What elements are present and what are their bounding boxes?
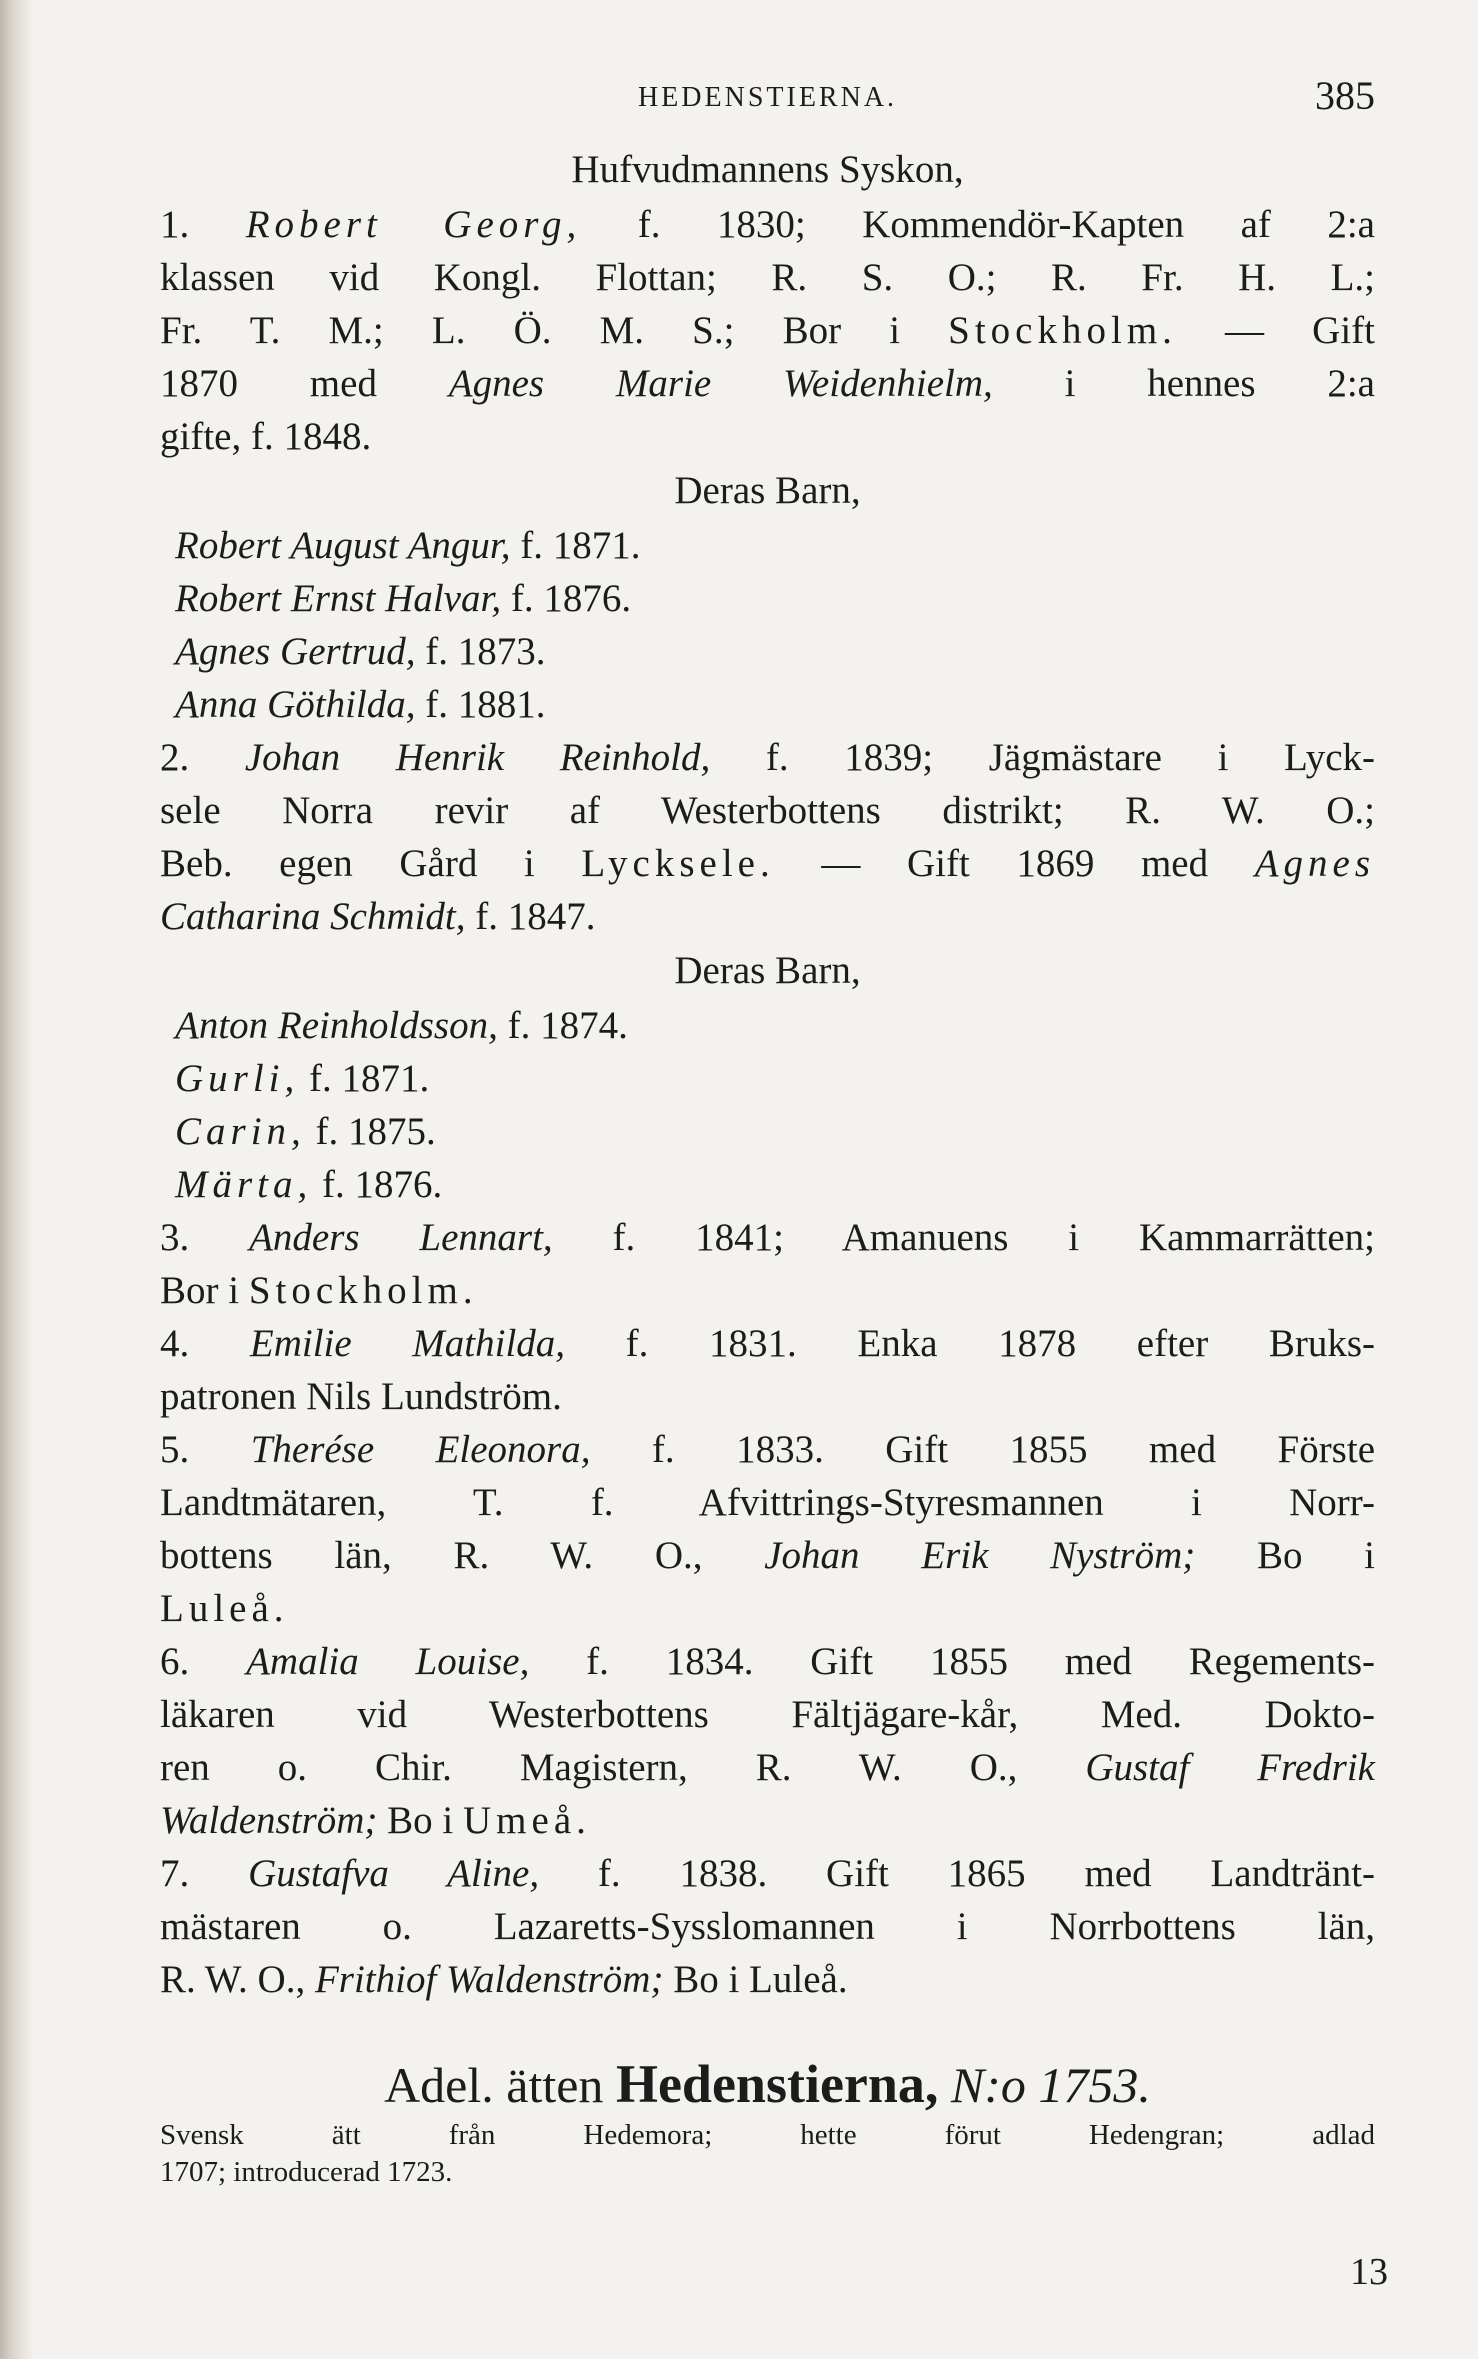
entry-text: bottens län, R. W. O., xyxy=(160,1534,703,1577)
child-entry xyxy=(160,519,1375,572)
place-name: Umeå. xyxy=(463,1799,591,1842)
spouse-name: Catharina Schmidt, xyxy=(160,895,466,938)
entry-3 xyxy=(160,1211,1375,1317)
child-entry xyxy=(160,678,1375,731)
children-heading: Deras Barn, xyxy=(674,949,861,992)
entry-text: f. 1839; Jägmästare i Lyck- xyxy=(765,736,1376,779)
spouse-name: Johan Erik Nyström; xyxy=(764,1534,1196,1577)
person-name: Emilie Mathilda, xyxy=(249,1322,566,1365)
entry-2 xyxy=(160,731,1375,1211)
entry-number: 6. xyxy=(160,1640,190,1683)
entry-number: 1. xyxy=(160,203,190,246)
entry-number: 5. xyxy=(160,1428,190,1471)
child-born: f. 1875. xyxy=(315,1110,436,1153)
entry-text: — Gift xyxy=(1225,309,1375,352)
spouse-name: Agnes xyxy=(1254,842,1375,885)
entry-6-line-1 xyxy=(160,1635,1375,1688)
signature-mark: 13 xyxy=(1350,2251,1388,2293)
child-entry xyxy=(160,625,1375,678)
entry-7 xyxy=(160,1847,1375,2006)
entry-1-line-5: gifte, f. 1848. xyxy=(160,415,372,458)
entry-text: f. 1841; Amanuens i Kammarrätten; xyxy=(612,1216,1375,1259)
page-number: 385 xyxy=(1315,73,1375,118)
entry-3-line-2 xyxy=(160,1264,1375,1317)
entry-1 xyxy=(160,198,1375,731)
spouse-name: Gustaf Fredrik xyxy=(1085,1746,1375,1789)
entry-text: Beb. egen Gård i xyxy=(160,842,535,885)
spouse-name: Waldenström; xyxy=(160,1799,378,1842)
house-name: Hedenstierna, xyxy=(615,2054,939,2114)
entry-3-line-1 xyxy=(160,1211,1375,1264)
child-born: f. 1881. xyxy=(425,683,546,726)
book-page xyxy=(160,62,1375,2191)
child-entry xyxy=(160,1105,1375,1158)
child-name: Robert August Angur, xyxy=(175,524,511,567)
child-born: f. 1871. xyxy=(309,1057,430,1100)
entry-4-line-1 xyxy=(160,1317,1375,1370)
child-entry xyxy=(160,1052,1375,1105)
spouse-name: Agnes Marie Weidenhielm, xyxy=(448,362,993,405)
entry-text: 1870 med xyxy=(160,362,377,405)
entry-text: f. 1834. Gift 1855 med Regements- xyxy=(586,1640,1376,1683)
person-name: Johan Henrik Reinhold, xyxy=(244,736,711,779)
house-prefix: Adel. ätten xyxy=(384,2057,604,2113)
entry-5-line-4: Luleå. xyxy=(160,1587,289,1630)
child-name: Robert Ernst Halvar, xyxy=(175,577,502,620)
child-name: Anna Göthilda, xyxy=(175,683,416,726)
child-born: f. 1876. xyxy=(510,577,632,620)
house-note-line-1: Svensk ätt från Hedemora; hette förut Hedengran; adlad xyxy=(160,2119,1375,2151)
entry-1-line-3 xyxy=(160,304,1375,357)
entry-6 xyxy=(160,1635,1375,1847)
house-number: N:o 1753. xyxy=(950,2057,1151,2113)
child-born: f. 1871. xyxy=(520,524,641,567)
entry-2-line-3 xyxy=(160,837,1375,890)
entry-7-line-3 xyxy=(160,1953,1375,2006)
entry-5-line-1 xyxy=(160,1423,1375,1476)
entry-text: i hennes 2:a xyxy=(1064,362,1375,405)
child-entry xyxy=(160,572,1375,625)
child-name: Anton Reinholdsson, xyxy=(175,1004,498,1047)
entry-4 xyxy=(160,1317,1375,1423)
entry-text: f. 1833. Gift 1855 med Förste xyxy=(651,1428,1376,1471)
children-heading: Deras Barn, xyxy=(674,469,861,512)
entry-5 xyxy=(160,1423,1375,1635)
entry-text: f. 1847. xyxy=(475,895,596,938)
child-born: f. 1874. xyxy=(507,1004,628,1047)
page-header xyxy=(160,62,1375,142)
entry-text: Bo i Luleå. xyxy=(673,1958,848,2001)
person-name: Anders Lennart, xyxy=(249,1216,553,1259)
house-title xyxy=(160,2052,1375,2117)
entry-2-line-1 xyxy=(160,731,1375,784)
entry-text: — Gift 1869 med xyxy=(821,842,1209,885)
child-born: f. 1876. xyxy=(322,1163,443,1206)
child-name: Gurli, xyxy=(175,1057,300,1100)
child-entry xyxy=(160,1158,1375,1211)
entry-text: Bo i xyxy=(387,1799,454,1842)
running-head: HEDENSTIERNA. xyxy=(637,82,898,113)
child-entry xyxy=(160,999,1375,1052)
entry-number: 4. xyxy=(160,1322,190,1365)
person-name: Amalia Louise, xyxy=(246,1640,530,1683)
entry-text: Bo i xyxy=(1256,1534,1376,1577)
entry-1-line-2: klassen vid Kongl. Flottan; R. S. O.; R. Fr. H. L.; xyxy=(160,256,1375,299)
entry-text: Fr. T. M.; L. Ö. M. S.; Bor i xyxy=(160,309,901,352)
entry-6-line-4 xyxy=(160,1794,1375,1847)
entry-text: f. 1838. Gift 1865 med Landtränt- xyxy=(597,1852,1376,1895)
entry-1-line-1 xyxy=(160,198,1375,251)
entry-text: f. 1831. Enka 1878 efter Bruks- xyxy=(625,1322,1375,1365)
entry-7-line-1 xyxy=(160,1847,1375,1900)
entry-number: 7. xyxy=(160,1852,190,1895)
place-name: Lycksele. xyxy=(581,842,775,885)
entry-7-line-2: mästaren o. Lazaretts-Sysslomannen i Norrbottens län, xyxy=(160,1905,1375,1948)
child-name: Märta, xyxy=(175,1163,313,1206)
entry-text: ren o. Chir. Magistern, R. W. O., xyxy=(160,1746,1018,1789)
entry-number: 2. xyxy=(160,736,190,779)
entry-6-line-2: läkaren vid Westerbottens Fältjägare-kår, Med. Dokto- xyxy=(160,1693,1375,1736)
spouse-name: Frithiof Waldenström; xyxy=(314,1958,664,2001)
person-name: Gustafva Aline, xyxy=(248,1852,540,1895)
place-name: Stockholm. xyxy=(948,309,1177,352)
entry-2-line-4 xyxy=(160,890,1375,943)
child-name: Agnes Gertrud, xyxy=(175,630,416,673)
house-note-line-2: 1707; introducerad 1723. xyxy=(160,2156,453,2188)
place-name: Stockholm. xyxy=(248,1269,478,1312)
child-born: f. 1873. xyxy=(425,630,546,673)
entry-4-line-2: patronen Nils Lundström. xyxy=(160,1375,562,1418)
entry-text: R. W. O., xyxy=(160,1958,306,2001)
entry-6-line-3 xyxy=(160,1741,1375,1794)
entry-5-line-2: Landtmätaren, T. f. Afvittrings-Styresmannen i Norr- xyxy=(160,1481,1375,1524)
entry-2-line-2: sele Norra revir af Westerbottens distrikt; R. W. O.; xyxy=(160,789,1375,832)
entry-5-line-3 xyxy=(160,1529,1375,1582)
person-name: Robert Georg, xyxy=(245,203,582,246)
child-name: Carin, xyxy=(175,1110,306,1153)
entry-number: 3. xyxy=(160,1216,190,1259)
entry-text: f. 1830; Kommendör-Kapten af 2:a xyxy=(637,203,1375,246)
scan-edge xyxy=(0,0,34,2359)
entry-1-line-4 xyxy=(160,357,1375,410)
entry-text: Bor i xyxy=(160,1269,240,1312)
head-siblings-heading: Hufvudmannens Syskon, xyxy=(571,148,964,191)
person-name: Therése Eleonora, xyxy=(250,1428,591,1471)
